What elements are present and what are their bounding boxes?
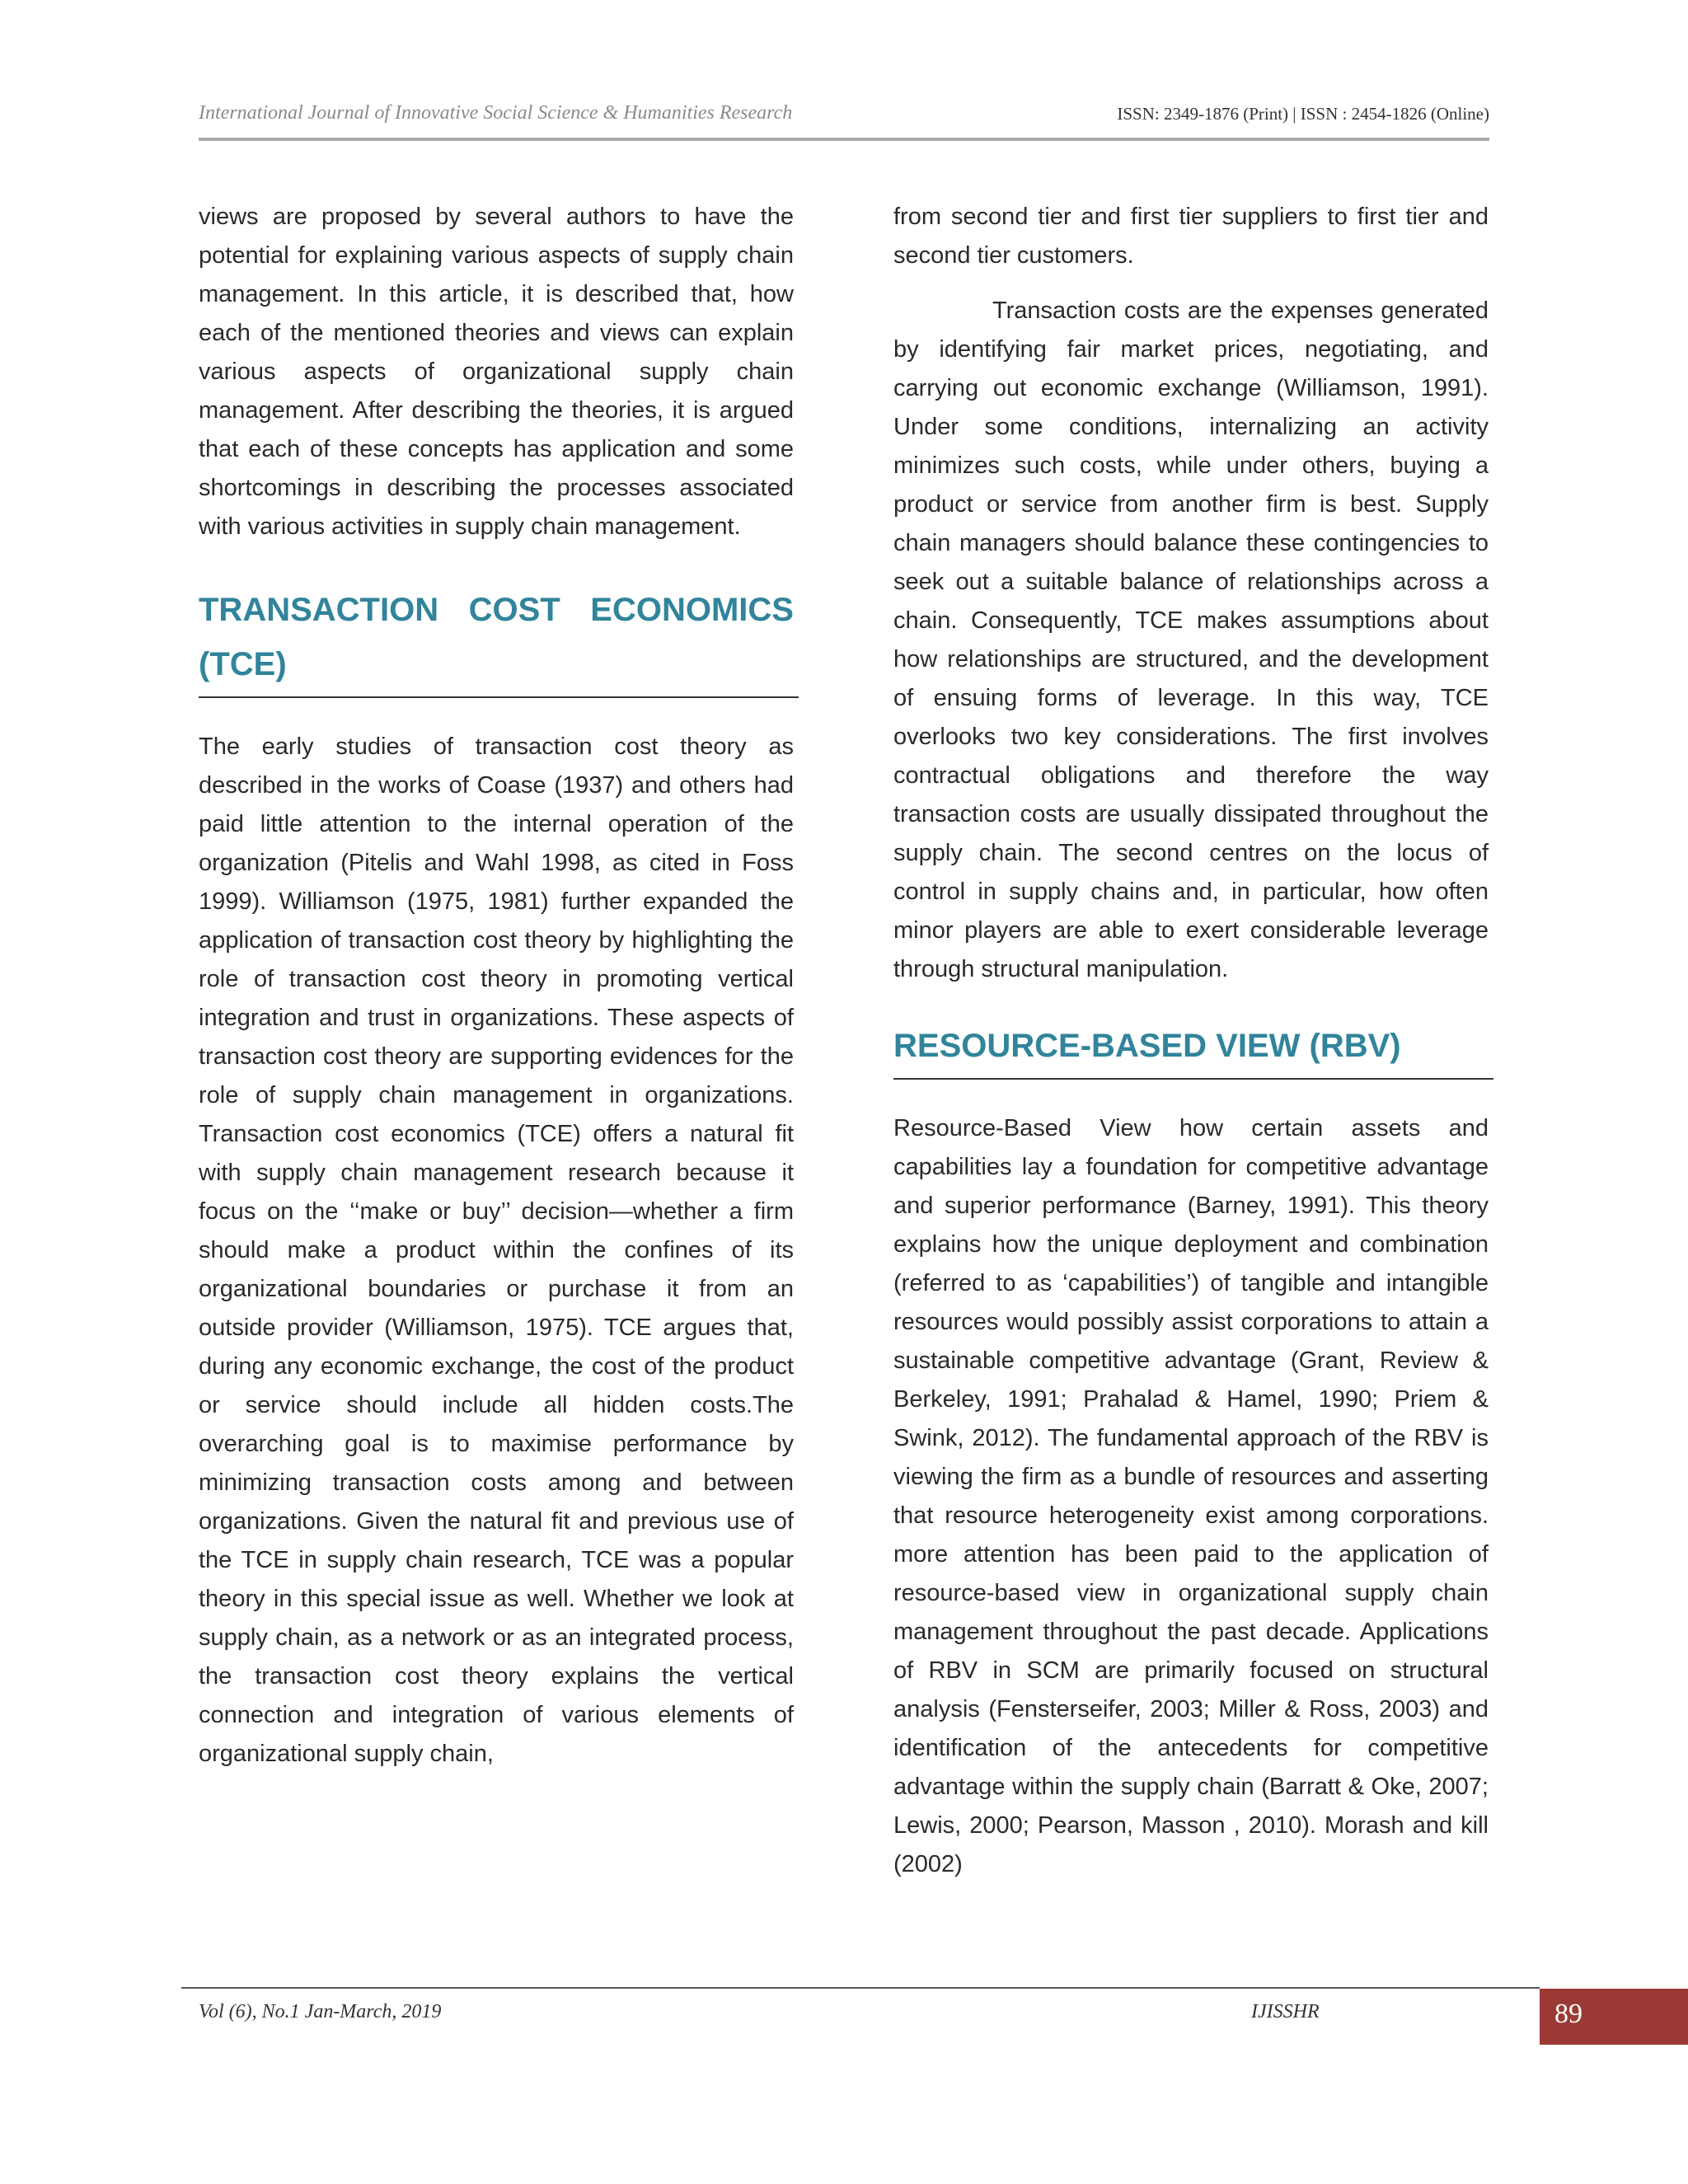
page-header (199, 97, 1489, 138)
volume-info: Vol (6), No.1 Jan-March, 2019 (199, 2001, 442, 2022)
intro-paragraph: views are proposed by several authors to have the potential for explaining various aspects of supply chain management. In this article, it is described that, how each of the mentioned theories and views can explain various aspects of organizational supply chain management. After describing the theories, it is argued that each of these concepts has application and some shortcomings in describing the processes associated with various activities in supply chain management. (199, 204, 794, 540)
left-column (199, 198, 794, 1790)
page-number: 89 (1554, 1999, 1582, 2029)
footer-divider (181, 1987, 1540, 1989)
tce-paragraph: The early studies of transaction cost theory as described in the works of Coase (1937) and others had paid little attention to the internal operation of the organization (Pitelis and Wahl 1998, as cited in Foss 1999). Williamson (1975, 1981) further expanded the application of transaction cost theory by highlighting the role of transaction cost theory in promoting vertical integration and trust in organizations. These aspects of transaction cost theory are supporting evidences for the role of supply chain management in organizations. Transaction cost economics (TCE) offers a natural fit with supply chain management research because it focus on the ‘‘make or buy’’ decision—whether a firm should make a product within the confines of its organizational boundaries or purchase it from an outside provider (Williamson, 1975). TCE argues that, during any economic exchange, the cost of the product or service should include all hidden costs.The overarching goal is to maximise performance by minimizing transaction costs among and between organizations. Given the natural fit and previous use of the TCE in supply chain research, TCE was a popular theory in this special issue as well. Whether we look at supply chain, as a network or as an integrated process, the transaction cost theory explains the vertical connection and integration of various elements of organizational supply chain, (199, 733, 794, 1767)
continuation-paragraph: from second tier and first tier suppliers to first tier and second tier customers. (893, 204, 1489, 269)
journal-abbreviation: IJISSHR (1251, 2001, 1320, 2022)
rbv-paragraph: Resource-Based View how certain assets and capabilities lay a foundation for competitive advantage and superior performance (Barney, 1991). This theory explains how the unique deployment and combination (referred to as ‘capabilities’) of tangible and intangible resources would possibly assist corporations to attain a sustainable competitive advantage (Grant, Review & Berkeley, 1991; Prahalad & Hamel, 1990; Priem & Swink, 2012). The fundamental approach of the RBV is viewing the firm as a bundle of resources and asserting that resource heterogeneity exist among corporations. more attention has been paid to the application of resource-based view in organizational supply chain management throughout the past decade. Applications of RBV in SCM are primarily focused on structural analysis (Fensterseifer, 2003; Miller & Ross, 2003) and identification of the antecedents for competitive advantage within the supply chain (Barratt & Oke, 2007; Lewis, 2000; Pearson, Masson , 2010). Morash and kill (2002) (893, 1115, 1489, 1877)
rbv-heading: RESOURCE-BASED VIEW (RBV) (893, 1028, 1401, 1064)
tce-heading-rule (199, 696, 799, 698)
rbv-heading-rule (893, 1078, 1493, 1080)
tce-heading: TRANSACTION COST ECONOMICS (TCE) (199, 592, 794, 682)
transaction-costs-paragraph: Transaction costs are the expenses generated by identifying fair market prices, negotiating, and carrying out economic exchange (Williamson, 1991). Under some conditions, internalizing an activity minimizes such costs, while under others, buying a product or service from another firm is best. Supply chain managers should balance these contingencies to seek out a suitable balance of relationships across a chain. Consequently, TCE makes assumptions about how relationships are structured, and the development of ensuing forms of leverage. In this way, TCE overlooks two key considerations. The first involves contractual obligations and therefore the way transaction costs are usually dissipated throughout the supply chain. The second centres on the locus of control in supply chains and, in particular, how often minor players are able to exert considerable leverage through structural manipulation. (893, 298, 1489, 982)
page-number-box (1540, 1989, 1688, 2045)
right-column (893, 198, 1489, 1900)
issn-info: ISSN: 2349-1876 (Print) | ISSN : 2454-1826 (Online) (1117, 104, 1489, 124)
journal-title: International Journal of Innovative Social Science & Humanities Research (199, 102, 793, 124)
header-divider (199, 138, 1489, 141)
